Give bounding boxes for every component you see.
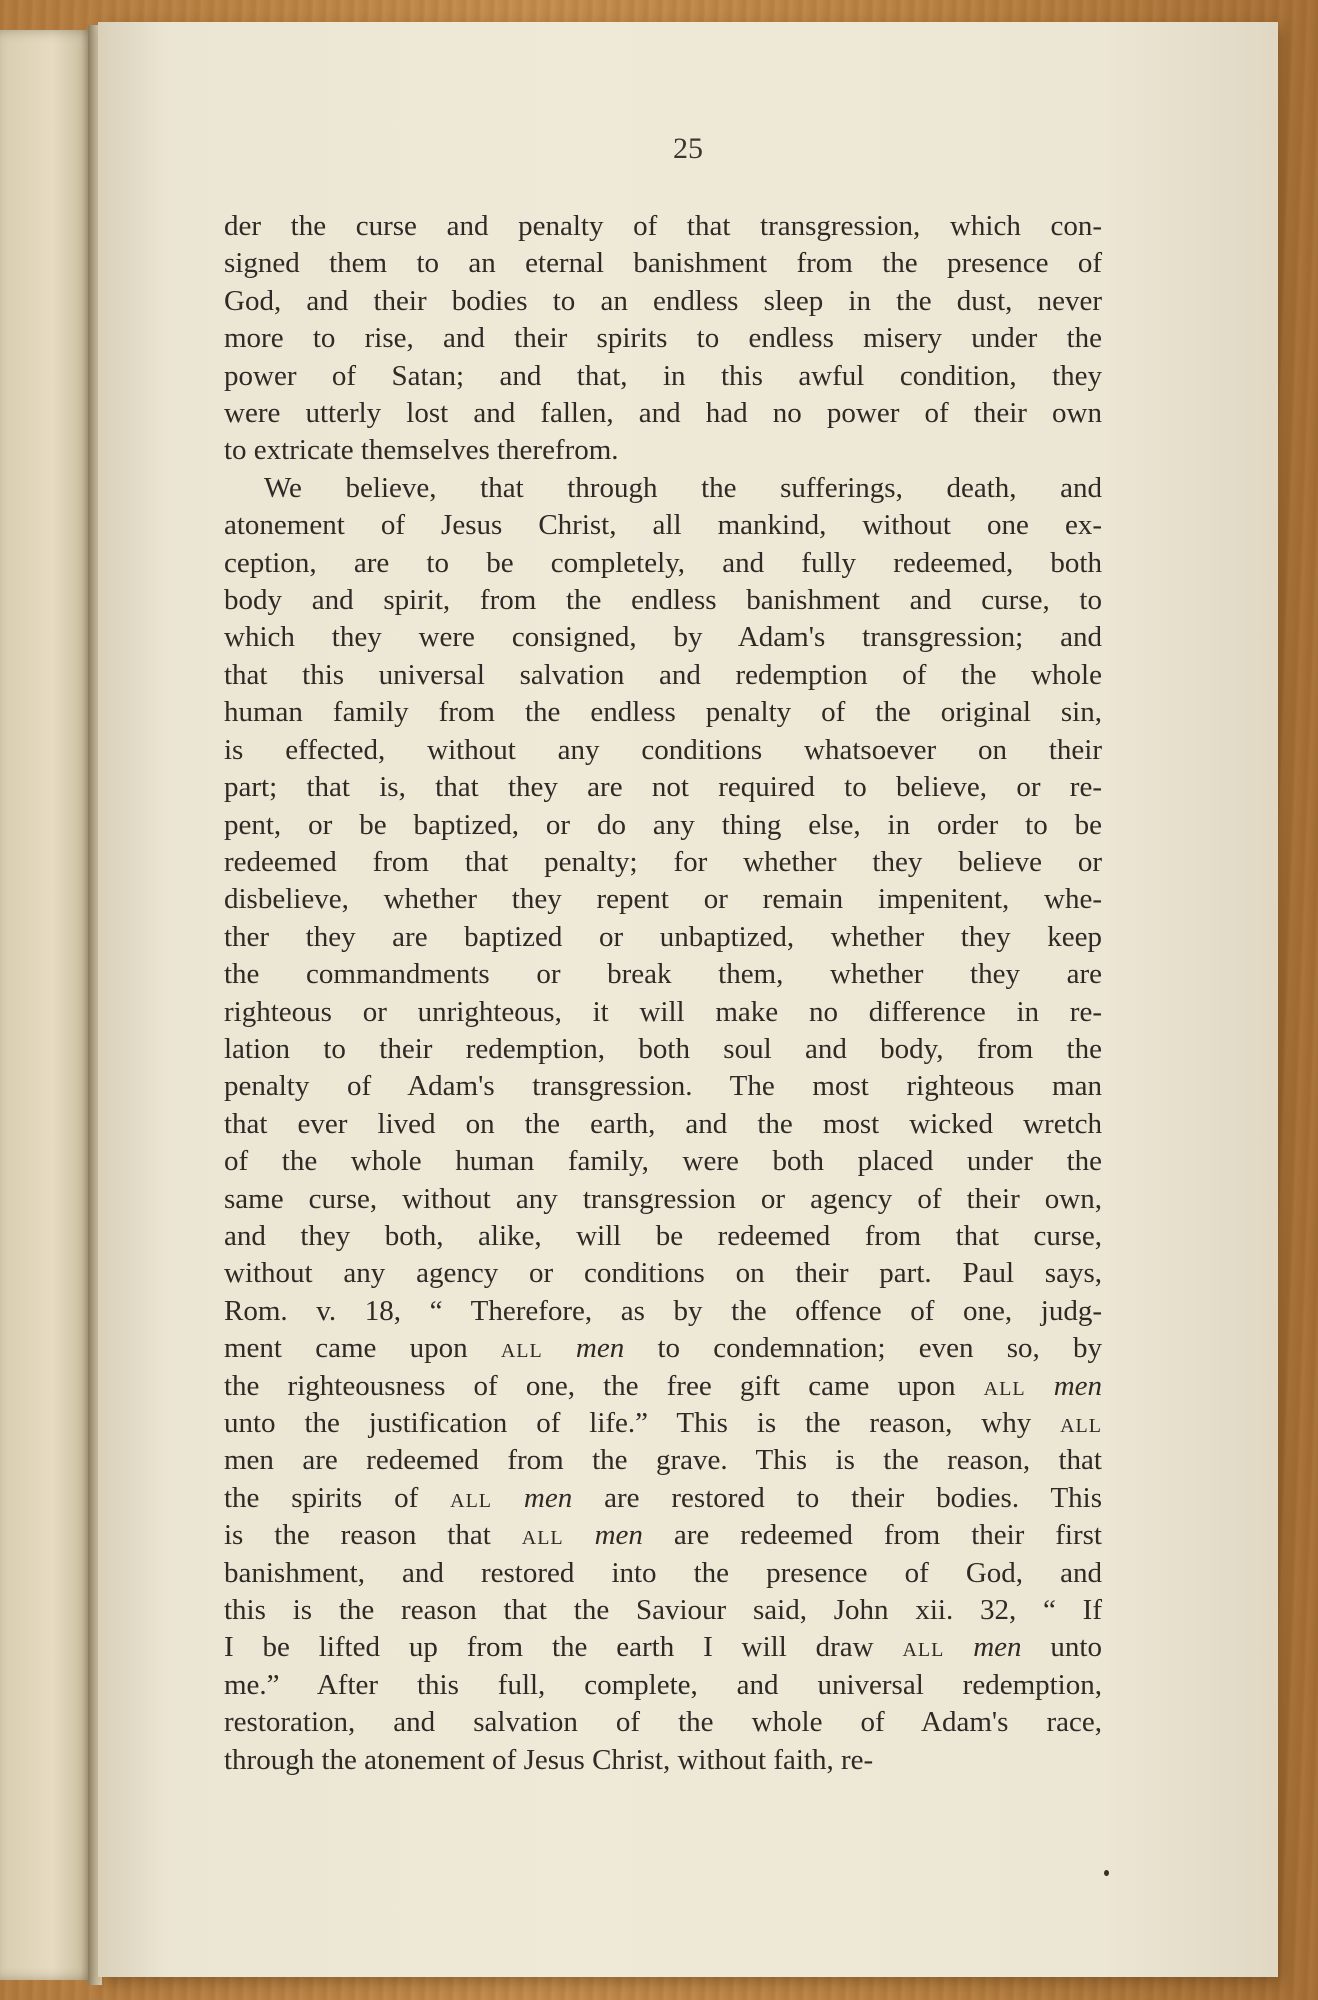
text-line: body and spirit, from the endless banishment and curse, to <box>224 584 1102 617</box>
text-line: is effected, without any conditions whatsoever on their <box>224 733 1102 766</box>
text-line: redeemed from that penalty; for whether they believe or <box>224 845 1102 878</box>
text-line: der the curse and penalty of that transgression, which con- <box>224 210 1102 242</box>
text-line: signed them to an eternal banishment from the presence of <box>224 247 1102 280</box>
text-line: disbelieve, whether they repent or remain impenitent, whe- <box>224 883 1102 916</box>
text-line: We believe, that through the sufferings, death, and <box>264 471 1102 504</box>
text-line: that this universal salvation and redemption of the whole <box>224 658 1102 691</box>
page-text <box>224 208 1102 1779</box>
text-line: atonement of Jesus Christ, all mankind, without one ex- <box>224 509 1102 542</box>
text-line: pent, or be baptized, or do any thing else, in order to be <box>224 808 1102 841</box>
text-line: ther they are baptized or unbaptized, whether they keep <box>224 920 1102 953</box>
text-line: men are redeemed from the grave. This is the reason, that <box>224 1444 1102 1477</box>
text-line: to extricate themselves therefrom. <box>224 434 619 467</box>
text-line: were utterly lost and fallen, and had no power of their own <box>224 397 1102 430</box>
text-line: same curse, without any transgression or agency of their own, <box>224 1182 1102 1215</box>
text-line: lation to their redemption, both soul and body, from the <box>224 1032 1102 1065</box>
text-line: unto the justification of life.” This is the reason, why all <box>224 1407 1102 1439</box>
text-line: human family from the endless penalty of the original sin, <box>224 696 1102 729</box>
left-page-edge <box>0 30 95 1980</box>
text-line: I be lifted up from the earth I will draw all men unto <box>224 1631 1102 1664</box>
text-line: this is the reason that the Saviour said, John xii. 32, “ If <box>224 1594 1102 1627</box>
text-line: is the reason that all men are redeemed from their first <box>224 1519 1102 1552</box>
text-line: part; that is, that they are not required to believe, or re- <box>224 771 1102 804</box>
text-line: through the atonement of Jesus Christ, without faith, re- <box>224 1743 874 1776</box>
text-line: me.” After this full, complete, and universal redemption, <box>224 1668 1102 1701</box>
text-line: the righteousness of one, the free gift came upon all men <box>224 1369 1103 1402</box>
text-line: of the whole human family, were both placed under the <box>224 1145 1102 1178</box>
text-line: penalty of Adam's transgression. The most righteous man <box>224 1070 1102 1103</box>
text-line: more to rise, and their spirits to endless misery under the <box>224 322 1102 355</box>
ink-speck <box>1104 1870 1109 1876</box>
text-line: power of Satan; and that, in this awful condition, they <box>224 359 1102 392</box>
text-line: God, and their bodies to an endless sleep in the dust, never <box>224 284 1102 317</box>
text-line: ment came upon all men to condemnation; even so, by <box>224 1332 1102 1365</box>
paragraph-1 <box>224 208 1102 470</box>
page-number: 25 <box>673 132 703 165</box>
text-line: banishment, and restored into the presence of God, and <box>224 1556 1102 1589</box>
text-line: and they both, alike, will be redeemed from that curse, <box>224 1219 1102 1252</box>
text-line: that ever lived on the earth, and the most wicked wretch <box>224 1107 1102 1140</box>
text-line: righteous or unrighteous, it will make no difference in re- <box>224 995 1102 1028</box>
text-line: ception, are to be completely, and fully redeemed, both <box>224 546 1102 579</box>
text-line: the spirits of all men are restored to their bodies. This <box>224 1481 1103 1514</box>
text-line: restoration, and salvation of the whole of Adam's race, <box>224 1706 1102 1739</box>
paragraph-2 <box>224 470 1102 1779</box>
text-line: Rom. v. 18, “ Therefore, as by the offence of one, judg- <box>224 1294 1102 1327</box>
text-line: the commandments or break them, whether they are <box>224 958 1102 991</box>
text-line: without any agency or conditions on their part. Paul says, <box>224 1257 1102 1290</box>
text-line: which they were consigned, by Adam's transgression; and <box>224 621 1102 654</box>
